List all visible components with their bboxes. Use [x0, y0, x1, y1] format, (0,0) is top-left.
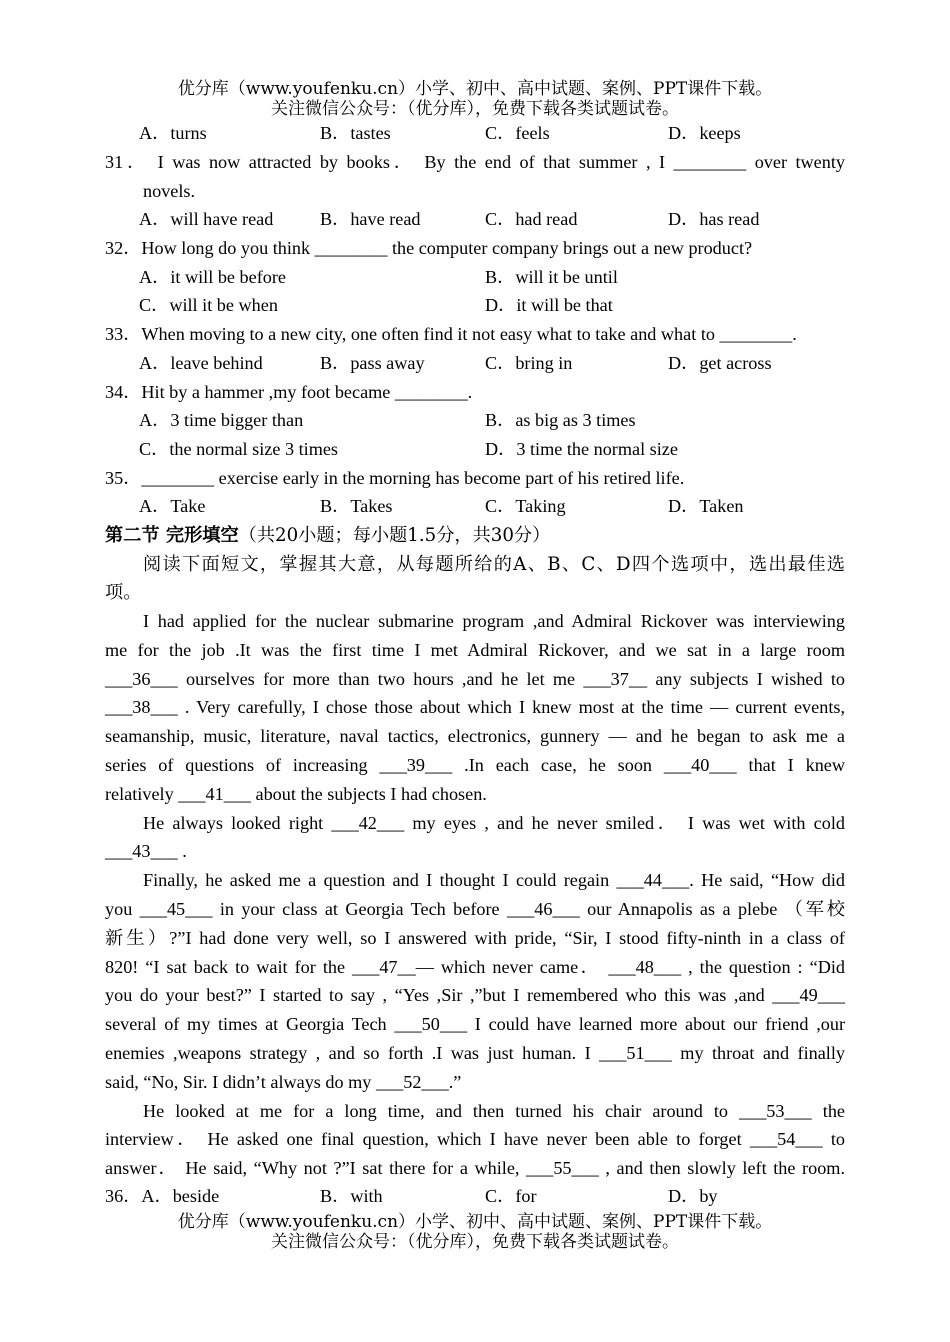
- passage-line: Finally, he asked me a question and I thought I could regain ___44___. He said, “How did: [143, 870, 845, 891]
- q36-option-b[interactable]: B．with: [320, 1186, 383, 1206]
- q31-option-c[interactable]: C．had read: [485, 209, 578, 229]
- q30-option-b[interactable]: B．tastes: [320, 123, 391, 143]
- passage-line: I had applied for the nuclear submarine program ,and Admiral Rickover was interviewing: [143, 611, 845, 631]
- q32-option-a[interactable]: A．it will be before: [139, 267, 286, 287]
- q36-option-c[interactable]: C．for: [485, 1186, 537, 1206]
- q36-option-a[interactable]: 36．A．beside: [105, 1186, 220, 1206]
- passage-line: answer． He said, “Why not ?”I sat there for a while, ___55___ , and then slowly left the room.: [105, 1158, 845, 1179]
- passage-line: He always looked right ___42___ my eyes , and he never smiled． I was wet with cold: [143, 812, 845, 833]
- section-2-heading: [105, 521, 845, 550]
- q33-option-d[interactable]: D．get across: [668, 353, 772, 373]
- q33-option-c[interactable]: C．bring in: [485, 353, 573, 373]
- q32-option-b[interactable]: B．will it be until: [485, 267, 618, 287]
- passage-line: series of questions of increasing ___39___ .In each case, he soon ___40___ that I knew: [105, 755, 845, 775]
- q33-stem: 33．When moving to a new city, one often find it not easy what to take and what to ________.: [105, 324, 797, 344]
- q34-option-b[interactable]: B．as big as 3 times: [485, 410, 636, 430]
- passage-line: several of my times at Georgia Tech ___50___ I could have learned more about our friend ,our: [105, 1014, 845, 1035]
- passage-line: ___36___ ourselves for more than two hours ,and he let me ___37__ any subjects I wished to: [105, 668, 845, 689]
- passage-line: you ___45___ in your class at Georgia Tech before ___46___ our Annapolis as a plebe （军校: [105, 899, 845, 919]
- q35-stem: 35．________ exercise early in the morning has become part of his retired life.: [105, 468, 685, 488]
- passage-line: ___38___ . Very carefully, I chose those about which I knew most at the time — current events,: [105, 697, 845, 718]
- q30-option-c[interactable]: C．feels: [485, 123, 550, 143]
- q32-option-c[interactable]: C．will it be when: [139, 295, 278, 315]
- q35-option-d[interactable]: D．Taken: [668, 496, 744, 516]
- passage-line: ___43___ .: [105, 841, 187, 862]
- q33-option-b[interactable]: B．pass away: [320, 353, 425, 373]
- q35-option-c[interactable]: C．Taking: [485, 496, 566, 516]
- footer-line-1: 优分库（www.youfenku.cn）小学、初中、高中试题、案例、PPT课件下载。: [177, 1212, 773, 1232]
- q31-stem-line-1: 31． I was now attracted by books． By the end of that summer , I ________ over twenty: [105, 152, 845, 172]
- q30-option-a[interactable]: A．turns: [139, 123, 207, 143]
- passage-line: He looked at me for a long time, and then turned his chair around to ___53___ the: [143, 1100, 845, 1121]
- passage-line: relatively ___41___ about the subjects I had chosen.: [105, 783, 487, 804]
- passage-line: you do your best?” I started to say , “Yes ,Sir ,”but I remembered who this was ,and ___49___: [105, 985, 845, 1006]
- header-line-2: 关注微信公众号：（优分库），免费下载各类试题试卷。: [271, 99, 679, 119]
- passage-line: me for the job .It was the first time I met Admiral Rickover, and we sat in a large room: [105, 639, 845, 660]
- q36-options: [105, 1182, 845, 1211]
- passage-line: said, “No, Sir. I didn’t always do my ___52___.”: [105, 1071, 462, 1092]
- q36-option-d[interactable]: D．by: [668, 1186, 718, 1206]
- q31-option-a[interactable]: A．will have read: [139, 209, 274, 229]
- passage-line: 新生）?”I had done very well, so I answered with pride, “Sir, I stood fifty-ninth in a class of: [105, 927, 845, 948]
- q34-stem: 34．Hit by a hammer ,my foot became ________.: [105, 382, 473, 402]
- q34-option-a[interactable]: A．3 time bigger than: [139, 410, 304, 430]
- q34-options-row-2: [105, 435, 845, 464]
- passage-line: 820! “I sat back to wait for the ___47__— which never came． ___48___ , the question : “Did: [105, 956, 845, 977]
- q35-options: [105, 492, 845, 521]
- q31-option-b[interactable]: B．have read: [320, 209, 421, 229]
- q32-option-d[interactable]: D．it will be that: [485, 295, 613, 315]
- q31-option-d[interactable]: D．has read: [668, 209, 760, 229]
- passage-line: enemies ,weapons strategy , and so forth .I was just human. I ___51___ my throat and finally: [105, 1043, 845, 1063]
- passage-line: interview． He asked one final question, which I have never been able to forget ___54___ to: [105, 1129, 845, 1150]
- q32-options-row-1: [105, 263, 845, 292]
- section-2-note: （共20小题；每小题1.5分，共30分）: [238, 525, 551, 546]
- passage-line: seamanship, music, literature, naval tactics, electronics, gunnery — and he began to ask me a: [105, 726, 845, 747]
- q31-options: [105, 205, 845, 234]
- section-2-instruction-line-1: 阅读下面短文，掌握其大意，从每题所给的A、B、C、D四个选项中，选出最佳选: [143, 554, 845, 575]
- q35-option-b[interactable]: B．Takes: [320, 496, 393, 516]
- q32-stem: 32．How long do you think ________ the computer company brings out a new product?: [105, 238, 753, 258]
- q33-option-a[interactable]: A．leave behind: [139, 353, 263, 373]
- section-2-instruction-line-2: 项。: [105, 582, 142, 603]
- q31-stem-line-2: novels.: [143, 181, 196, 201]
- q35-option-a[interactable]: A．Take: [139, 496, 206, 516]
- header-line-1: 优分库（www.youfenku.cn）小学、初中、高中试题、案例、PPT课件下载。: [177, 79, 773, 99]
- q34-option-c[interactable]: C．the normal size 3 times: [139, 439, 339, 459]
- q33-options: [105, 349, 845, 378]
- section-2-title: 第二节 完形填空: [105, 525, 239, 546]
- q34-options-row-1: [105, 406, 845, 435]
- q30-option-d[interactable]: D．keeps: [668, 123, 741, 143]
- q34-option-d[interactable]: D．3 time the normal size: [485, 439, 678, 459]
- footer-line-2: 关注微信公众号：（优分库），免费下载各类试题试卷。: [271, 1232, 679, 1252]
- q32-options-row-2: [105, 291, 845, 320]
- q30-options: [105, 119, 845, 148]
